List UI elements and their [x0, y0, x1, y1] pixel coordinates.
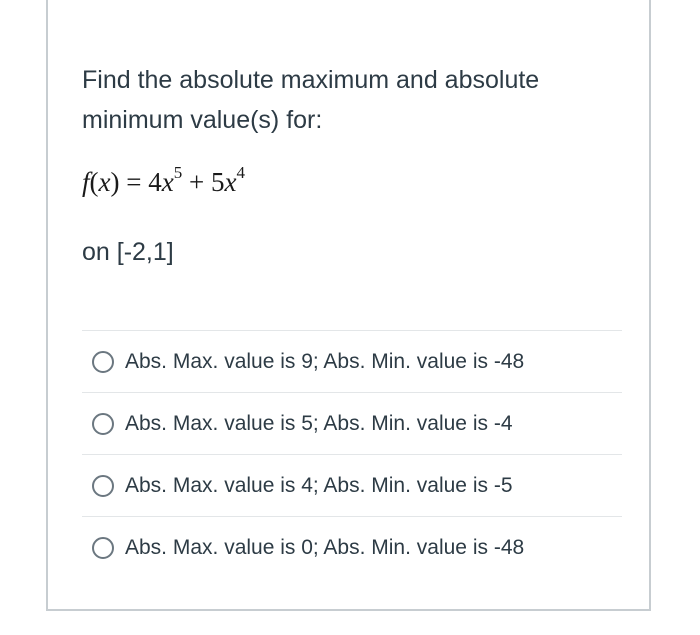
question-card	[46, 0, 651, 611]
answer-label: Abs. Max. value is 0; Abs. Min. value is -48	[125, 535, 525, 559]
formula-equals: =	[126, 167, 142, 197]
radio-button-icon[interactable]	[92, 537, 114, 559]
answer-label: Abs. Max. value is 9; Abs. Min. value is -48	[125, 349, 525, 373]
function-formula	[82, 163, 245, 198]
interval-text: on [-2,1]	[82, 238, 174, 266]
radio-button-icon[interactable]	[92, 351, 114, 373]
formula-plus: +	[188, 167, 205, 197]
formula-term2: $5x^4$	[210, 163, 245, 197]
answer-list	[82, 330, 622, 578]
answer-label: Abs. Max. value is 4; Abs. Min. value is -5	[125, 473, 513, 497]
answer-option-3[interactable]	[82, 454, 622, 516]
answer-label: Abs. Max. value is 5; Abs. Min. value is -4	[125, 411, 513, 435]
radio-button-icon[interactable]	[92, 475, 114, 497]
formula-term1-exponent: 5	[173, 163, 183, 182]
formula-lhs: f(x)	[82, 167, 120, 197]
question-prompt: Find the absolute maximum and absolute minimum value(s) for:	[82, 66, 540, 134]
answer-option-4[interactable]	[82, 516, 622, 578]
radio-button-icon[interactable]	[92, 413, 114, 435]
answer-option-2[interactable]	[82, 392, 622, 454]
answer-option-1[interactable]	[82, 330, 622, 392]
formula-term1: $4x^5$	[148, 163, 183, 197]
formula-term2-exponent: 4	[236, 163, 245, 182]
